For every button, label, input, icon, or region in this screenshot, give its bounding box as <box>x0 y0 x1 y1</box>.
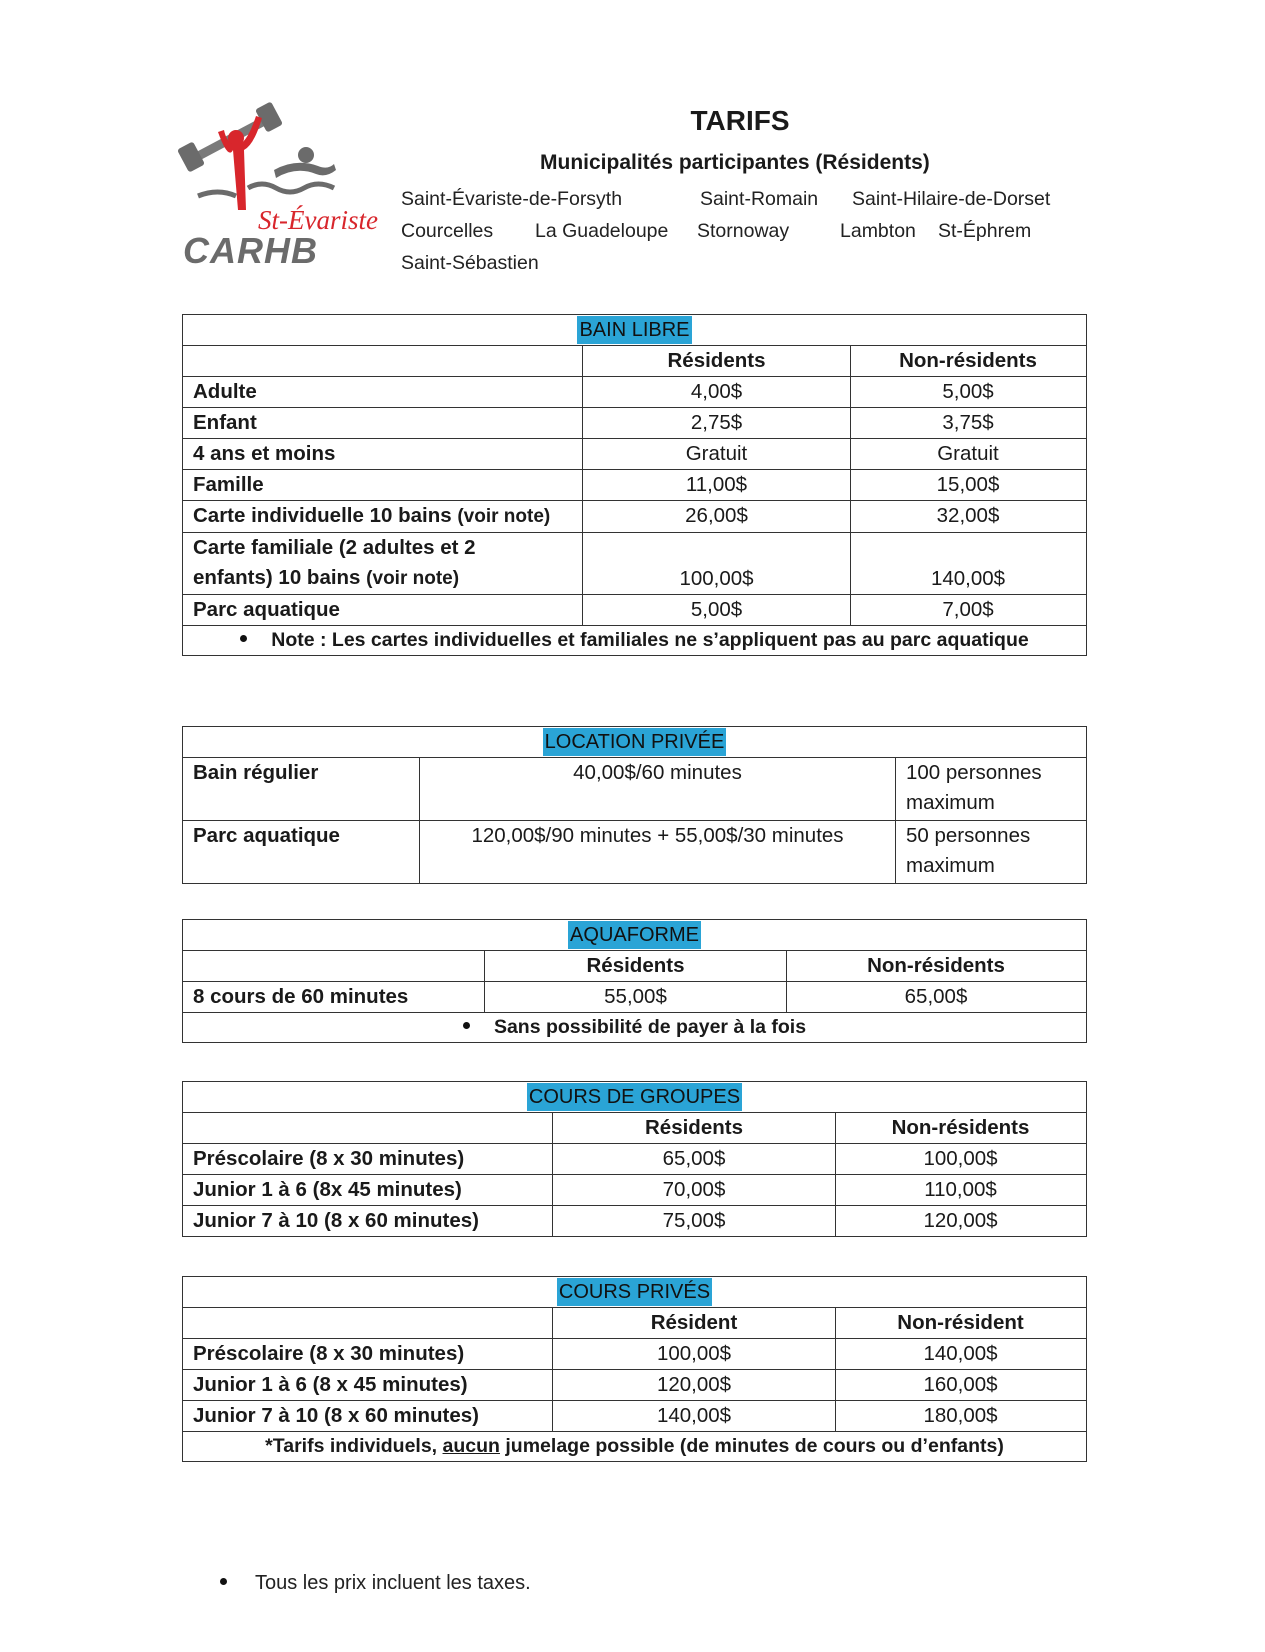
row-label: Junior 1 à 6 (8 x 45 minutes) <box>183 1370 553 1400</box>
note-text: Sans possibilité de payer à la fois <box>493 1016 807 1038</box>
price-resident: 120,00$ <box>553 1370 836 1400</box>
table-header <box>183 315 1086 346</box>
municipality: St-Éphrem <box>938 220 1032 242</box>
municipality: La Guadeloupe <box>535 220 669 242</box>
rental-price: 40,00$/60 minutes <box>420 758 896 820</box>
table-header <box>183 1082 1086 1113</box>
price-non-resident: 3,75$ <box>942 411 994 434</box>
capacity-line1: 50 personnes <box>906 824 1031 847</box>
column-header-row <box>183 1308 1086 1339</box>
table-row <box>183 408 1086 439</box>
price-resident: 11,00$ <box>583 470 851 500</box>
municipality: Saint-Évariste-de-Forsyth <box>401 188 623 210</box>
table-row <box>183 595 1086 626</box>
price-resident: 55,00$ <box>485 982 787 1012</box>
row-label: Préscolaire (8 x 30 minutes) <box>183 1144 553 1174</box>
table-note <box>183 1432 1086 1461</box>
price-resident: Gratuit <box>583 439 851 469</box>
table-row <box>183 501 1086 533</box>
table-title: COURS PRIVÉS <box>557 1278 712 1306</box>
row-label: Parc aquatique <box>183 595 583 625</box>
row-label: Junior 1 à 6 (8x 45 minutes) <box>183 1175 553 1205</box>
price-resident: 70,00$ <box>553 1175 836 1205</box>
price-non-resident: 100,00$ <box>923 1147 998 1170</box>
price-non-resident: 140,00$ <box>923 1342 998 1365</box>
table-title: LOCATION PRIVÉE <box>543 728 727 756</box>
table-note-row <box>183 626 1086 655</box>
row-label: Junior 7 à 10 (8 x 60 minutes) <box>183 1206 553 1236</box>
row-label: 8 cours de 60 minutes <box>183 982 485 1012</box>
column-header-residents: Résidents <box>485 951 787 981</box>
price-resident: 140,00$ <box>553 1401 836 1431</box>
price-non-resident: 110,00$ <box>924 1178 997 1201</box>
logo-acronym: CARHB <box>183 230 318 271</box>
row-label-main: Carte individuelle 10 bains <box>193 504 452 527</box>
table-row <box>183 439 1086 470</box>
municipality: Saint-Romain <box>700 188 819 210</box>
row-label: Junior 7 à 10 (8 x 60 minutes) <box>183 1401 553 1431</box>
aquaforme-table <box>182 919 1087 1043</box>
empty-cell <box>183 1308 553 1338</box>
table-title: AQUAFORME <box>568 921 701 949</box>
note-text: Note : Les cartes individuelles et familiales ne s’appliquent pas au parc aquatique <box>271 629 1029 651</box>
row-label: Préscolaire (8 x 30 minutes) <box>183 1339 553 1369</box>
column-header-non-residents: Non-résidents <box>891 1116 1030 1139</box>
row-label-line2: enfants) 10 bains <box>193 566 361 589</box>
column-header-row <box>183 951 1086 982</box>
bain-libre-table <box>182 314 1087 656</box>
column-header-non-residents: Non-résidents <box>867 954 1005 977</box>
empty-cell <box>183 346 583 376</box>
table-note <box>183 1013 1086 1042</box>
column-header-residents: Résidents <box>553 1113 836 1143</box>
municipality: Saint-Hilaire-de-Dorset <box>852 188 1051 210</box>
row-label: Parc aquatique <box>183 821 420 883</box>
price-non-resident: 65,00$ <box>904 985 968 1008</box>
price-value: 140,00$ <box>930 567 1006 590</box>
price-non-resident: 7,00$ <box>942 598 994 621</box>
row-label <box>183 501 583 532</box>
row-label: Adulte <box>183 377 583 407</box>
column-header-resident: Résident <box>553 1308 836 1338</box>
page-subtitle: Municipalités participantes (Résidents) <box>540 151 930 174</box>
table-row <box>183 1401 1086 1432</box>
page-title: TARIFS <box>690 105 790 136</box>
note-text-pre: *Tarifs individuels, <box>265 1435 443 1457</box>
capacity-line2: maximum <box>906 791 995 814</box>
location-privee-table <box>182 726 1087 884</box>
row-label: 4 ans et moins <box>183 439 583 469</box>
table-row <box>183 821 1086 883</box>
price-non-resident: 160,00$ <box>923 1373 998 1396</box>
table-row <box>183 758 1086 821</box>
municipality: Courcelles <box>401 220 494 242</box>
price-resident: 75,00$ <box>553 1206 836 1236</box>
column-header-row <box>183 1113 1086 1144</box>
price-resident: 2,75$ <box>583 408 851 438</box>
table-header <box>183 1277 1086 1308</box>
table-row <box>183 377 1086 408</box>
bullet-icon <box>240 635 247 642</box>
cours-groupes-table <box>182 1081 1087 1237</box>
capacity-line1: 100 personnes <box>906 761 1042 784</box>
price-resident: 65,00$ <box>553 1144 836 1174</box>
table-row <box>183 982 1086 1013</box>
column-header-non-residents: Non-résidents <box>899 349 1037 372</box>
row-label: Enfant <box>183 408 583 438</box>
column-header-non-resident: Non-résident <box>897 1311 1024 1334</box>
price-non-resident: Gratuit <box>937 442 999 465</box>
logo-script-text: St-Évariste <box>258 205 378 235</box>
municipality: Saint-Sébastien <box>401 252 539 274</box>
table-header <box>183 920 1086 951</box>
price-resident: 26,00$ <box>583 501 851 532</box>
price-non-resident: 32,00$ <box>936 504 1000 527</box>
row-label-note: (voir note) <box>457 506 551 527</box>
table-title: BAIN LIBRE <box>577 316 691 344</box>
footer-text: Tous les prix incluent les taxes. <box>255 1572 531 1594</box>
table-note-row <box>183 1432 1086 1461</box>
rental-capacity <box>896 758 1085 820</box>
row-label: Bain régulier <box>183 758 420 820</box>
column-header-row <box>183 346 1086 377</box>
bullet-icon <box>463 1022 470 1029</box>
table-note-row <box>183 1013 1086 1042</box>
municipality: Stornoway <box>697 220 790 242</box>
municipality: Lambton <box>840 220 916 242</box>
table-title: COURS DE GROUPES <box>527 1083 742 1111</box>
price-resident <box>583 533 851 594</box>
price-non-resident: 180,00$ <box>923 1404 998 1427</box>
price-resident: 5,00$ <box>583 595 851 625</box>
carhb-logo <box>178 100 388 280</box>
table-row <box>183 1339 1086 1370</box>
price-resident: 100,00$ <box>553 1339 836 1369</box>
table-row <box>183 1175 1086 1206</box>
row-label-note: (voir note) <box>366 568 460 589</box>
row-label: Famille <box>183 470 583 500</box>
empty-cell <box>183 951 485 981</box>
table-note <box>183 626 1086 655</box>
table-row <box>183 1144 1086 1175</box>
price-non-resident: 15,00$ <box>936 473 1000 496</box>
table-row <box>183 533 1086 595</box>
table-header <box>183 727 1086 758</box>
column-header-residents: Résidents <box>583 346 851 376</box>
empty-cell <box>183 1113 553 1143</box>
price-resident: 4,00$ <box>583 377 851 407</box>
price-non-resident: 5,00$ <box>942 380 994 403</box>
row-label <box>183 533 583 594</box>
footer-note <box>220 1572 531 1595</box>
price-non-resident: 120,00$ <box>923 1209 998 1232</box>
table-row <box>183 1206 1086 1236</box>
price-non-resident <box>851 533 1085 594</box>
note-text-post: jumelage possible (de minutes de cours ou d’enfants) <box>499 1435 1004 1457</box>
row-label-line1: Carte familiale (2 adultes et 2 <box>193 536 476 559</box>
bullet-icon <box>220 1578 227 1585</box>
cours-prives-table <box>182 1276 1087 1462</box>
capacity-line2: maximum <box>906 854 995 877</box>
price-value: 100,00$ <box>679 567 754 590</box>
table-row <box>183 1370 1086 1401</box>
rental-price: 120,00$/90 minutes + 55,00$/30 minutes <box>420 821 896 883</box>
note-text-underlined: aucun <box>442 1435 500 1457</box>
rental-capacity <box>896 821 1085 883</box>
table-row <box>183 470 1086 501</box>
